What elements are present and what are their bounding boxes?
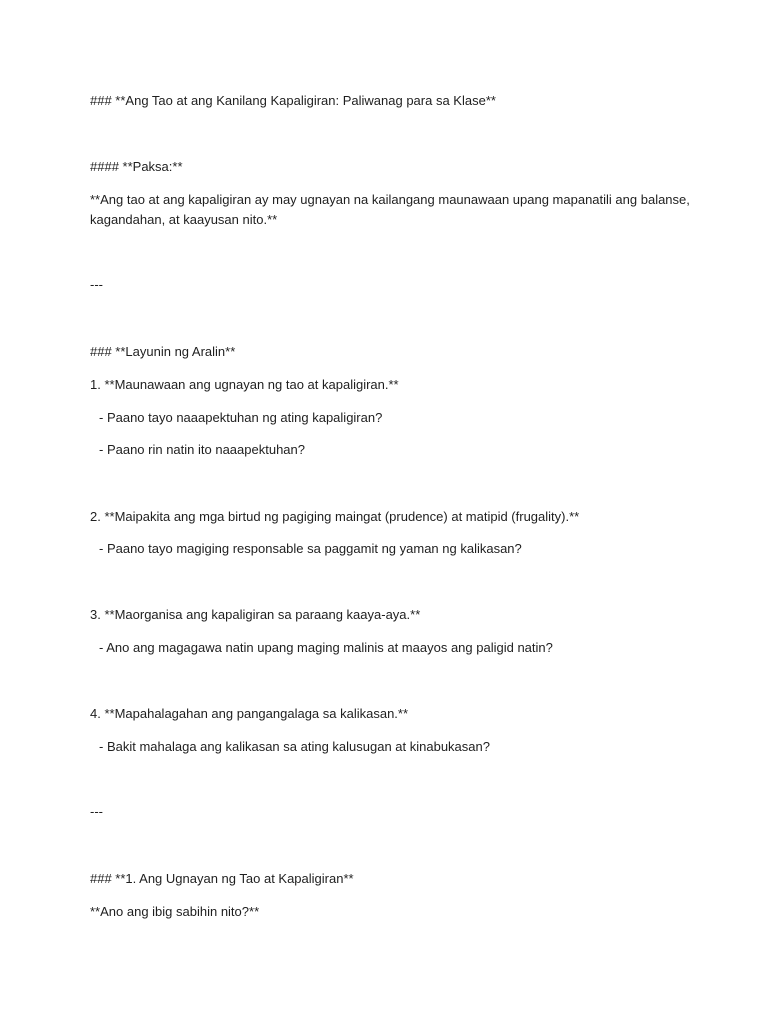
list-item-1-sub-1: - Paano tayo naaapektuhan ng ating kapaligiran? [99,410,383,425]
list-item-2: 2. **Maipakita ang mga birtud ng pagiging maingat (prudence) at matipid (frugality).** [90,509,580,524]
section-1-heading: ### **1. Ang Ugnayan ng Tao at Kapaligiran** [90,871,354,886]
paksa-text-line-1: **Ang tao at ang kapaligiran ay may ugnayan na kailangang maunawaan upang mapanatili ang balanse, [90,192,690,207]
list-item-4-sub-1: - Bakit mahalaga ang kalikasan sa ating kalusugan at kinabukasan? [99,739,490,754]
list-item-1: 1. **Maunawaan ang ugnayan ng tao at kapaligiran.** [90,377,399,392]
document-title: ### **Ang Tao at ang Kanilang Kapaligiran: Paliwanag para sa Klase** [90,93,496,108]
paksa-heading: #### **Paksa:** [90,159,183,174]
layunin-heading: ### **Layunin ng Aralin** [90,344,236,359]
separator: --- [90,804,103,819]
list-item-3: 3. **Maorganisa ang kapaligiran sa paraang kaaya-aya.** [90,607,421,622]
paksa-text-line-2: kagandahan, at kaayusan nito.** [90,212,278,227]
separator: --- [90,277,103,292]
list-item-4: 4. **Mapahalagahan ang pangangalaga sa kalikasan.** [90,706,409,721]
list-item-1-sub-2: - Paano rin natin ito naaapektuhan? [99,442,305,457]
list-item-2-sub-1: - Paano tayo magiging responsable sa paggamit ng yaman ng kalikasan? [99,541,522,556]
list-item-3-sub-1: - Ano ang magagawa natin upang maging malinis at maayos ang paligid natin? [99,640,553,655]
section-1-question: **Ano ang ibig sabihin nito?** [90,904,260,919]
